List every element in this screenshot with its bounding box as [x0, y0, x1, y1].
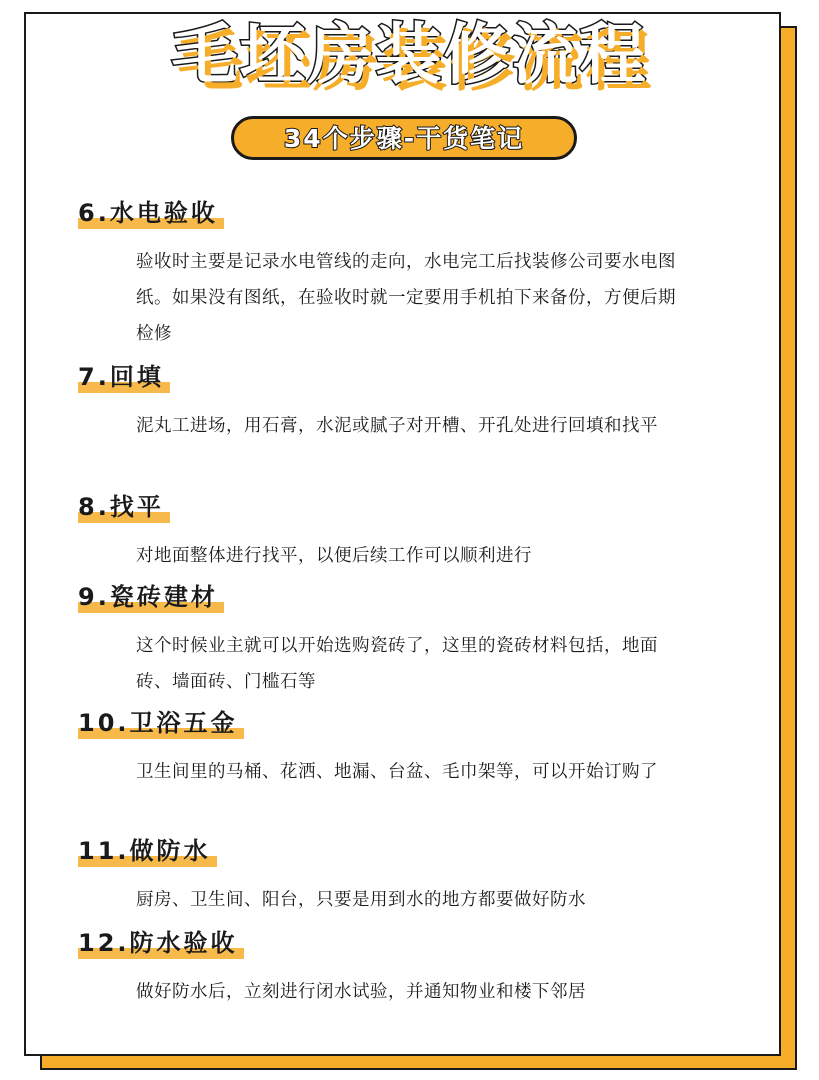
section-heading-text: 6.水电验收: [78, 199, 218, 227]
section-heading-text: 10.卫浴五金: [78, 709, 238, 737]
section-water-electric-inspection: [78, 196, 698, 352]
section-heading-text: 11.做防水: [78, 837, 211, 865]
section-backfill: [78, 360, 698, 444]
section-body: 验收时主要是记录水电管线的走向，水电完工后找装修公司要水电图纸。如果没有图纸，在验收时就一定要用手机拍下来备份，方便后期检修: [136, 252, 676, 344]
section-heading: [78, 490, 164, 524]
section-body: 这个时候业主就可以开始选购瓷砖了，这里的瓷砖材料包括，地面砖、墙面砖、门槛石等: [136, 636, 658, 692]
section-heading-text: 9.瓷砖建材: [78, 583, 218, 611]
subtitle-text: 34个步骤-干货笔记: [283, 123, 525, 153]
section-body: 厨房、卫生间、阳台，只要是用到水的地方都要做好防水: [136, 890, 586, 910]
section-tile-materials: [78, 580, 698, 700]
section-heading-text: 7.回填: [78, 363, 164, 391]
section-waterproofing-inspection: [78, 926, 698, 1010]
section-heading: [78, 196, 218, 230]
section-bathroom-hardware: [78, 706, 698, 790]
section-heading-text: 12.防水验收: [78, 929, 238, 957]
section-body: 泥丸工进场，用石膏，水泥或腻子对开槽、开孔处进行回填和找平: [136, 416, 658, 436]
section-heading: [78, 706, 238, 740]
page-title: 毛坯房装修流程: [171, 16, 648, 93]
section-body: 做好防水后，立刻进行闭水试验，并通知物业和楼下邻居: [136, 982, 586, 1002]
subtitle-badge: [231, 116, 577, 160]
section-heading: [78, 360, 164, 394]
section-heading-text: 8.找平: [78, 493, 164, 521]
section-heading: [78, 580, 218, 614]
section-heading: [78, 834, 211, 868]
section-body: 对地面整体进行找平，以便后续工作可以顺利进行: [136, 546, 532, 566]
section-heading: [78, 926, 238, 960]
section-body: 卫生间里的马桶、花洒、地漏、台盆、毛巾架等，可以开始订购了: [136, 762, 658, 782]
section-waterproofing: [78, 834, 698, 918]
section-leveling: [78, 490, 698, 574]
